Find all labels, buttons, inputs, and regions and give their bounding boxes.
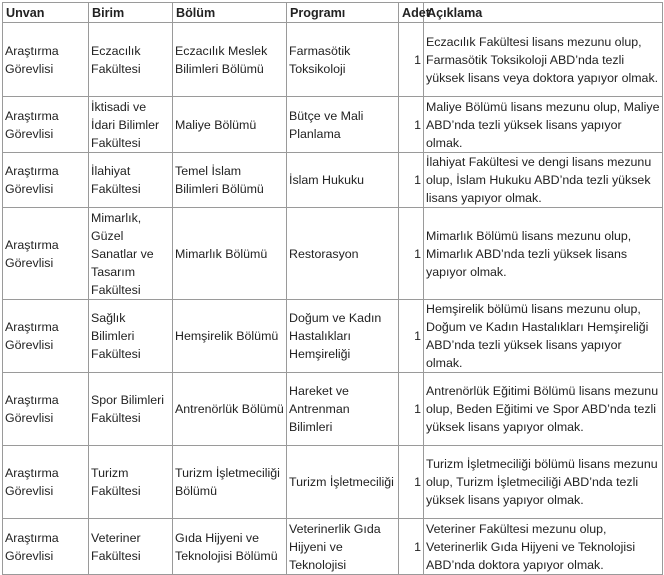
table-row xyxy=(3,208,663,300)
cell-aciklama: Antrenörlük Eğitimi Bölümü lisans mezunu olup, Beden Eğitimi ve Spor ABD’nda tezli yüksek lisans yapıyor olmak. xyxy=(424,373,663,446)
cell-adet: 1 xyxy=(399,97,424,153)
cell-unvan: Araştırma Görevlisi xyxy=(3,208,89,300)
cell-birim: Veteriner Fakültesi xyxy=(89,519,173,575)
cell-aciklama: Mimarlık Bölümü lisans mezunu olup, Mimarlık ABD’nda tezli yüksek lisans yapıyor olmak. xyxy=(424,208,663,300)
table-row xyxy=(3,153,663,208)
cell-program: Hareket ve Antrenman Bilimleri xyxy=(287,373,399,446)
table-header-row xyxy=(3,3,663,23)
header-adet: Adet xyxy=(399,3,424,23)
cell-aciklama: Veteriner Fakültesi mezunu olup, Veterinerlik Gıda Hijyeni ve Teknolojisi ABD’nda doktora yapıyor olmak. xyxy=(424,519,663,575)
cell-birim: Eczacılık Fakültesi xyxy=(89,23,173,97)
cell-aciklama: İlahiyat Fakültesi ve dengi lisans mezunu olup, İslam Hukuku ABD’nda tezli yüksek lisans yapıyor olmak. xyxy=(424,153,663,208)
cell-adet: 1 xyxy=(399,446,424,519)
cell-bolum: Turizm İşletmeciliği Bölümü xyxy=(173,446,287,519)
cell-program: Farmasötik Toksikoloji xyxy=(287,23,399,97)
cell-bolum: Gıda Hijyeni ve Teknolojisi Bölümü xyxy=(173,519,287,575)
cell-aciklama: Hemşirelik bölümü lisans mezunu olup, Doğum ve Kadın Hastalıkları Hemşireliği ABD’nda tezli yüksek lisans yapıyor olmak. xyxy=(424,300,663,373)
cell-bolum: Maliye Bölümü xyxy=(173,97,287,153)
cell-bolum: Temel İslam Bilimleri Bölümü xyxy=(173,153,287,208)
cell-program: Restorasyon xyxy=(287,208,399,300)
cell-unvan: Araştırma Görevlisi xyxy=(3,300,89,373)
table-row xyxy=(3,446,663,519)
table-row xyxy=(3,23,663,97)
cell-program: Veterinerlik Gıda Hijyeni ve Teknolojisi xyxy=(287,519,399,575)
cell-program: Turizm İşletmeciliği xyxy=(287,446,399,519)
cell-program: Doğum ve Kadın Hastalıkları Hemşireliği xyxy=(287,300,399,373)
table-row xyxy=(3,519,663,575)
header-programi: Programı xyxy=(287,3,399,23)
cell-aciklama: Eczacılık Fakültesi lisans mezunu olup, Farmasötik Toksikoloji ABD’nda tezli yüksek lisans veya doktora yapıyor olmak. xyxy=(424,23,663,97)
header-unvan: Unvan xyxy=(3,3,89,23)
cell-adet: 1 xyxy=(399,300,424,373)
cell-adet: 1 xyxy=(399,373,424,446)
cell-birim: Mimarlık, Güzel Sanatlar ve Tasarım Fakültesi xyxy=(89,208,173,300)
cell-unvan: Araştırma Görevlisi xyxy=(3,23,89,97)
cell-program: Bütçe ve Mali Planlama xyxy=(287,97,399,153)
cell-program: İslam Hukuku xyxy=(287,153,399,208)
cell-birim: Turizm Fakültesi xyxy=(89,446,173,519)
cell-birim: Sağlık Bilimleri Fakültesi xyxy=(89,300,173,373)
cell-unvan: Araştırma Görevlisi xyxy=(3,373,89,446)
cell-unvan: Araştırma Görevlisi xyxy=(3,446,89,519)
table-row xyxy=(3,97,663,153)
cell-bolum: Antrenörlük Bölümü xyxy=(173,373,287,446)
header-bolum: Bölüm xyxy=(173,3,287,23)
cell-aciklama: Maliye Bölümü lisans mezunu olup, Maliye ABD’nda tezli yüksek lisans yapıyor olmak. xyxy=(424,97,663,153)
cell-unvan: Araştırma Görevlisi xyxy=(3,153,89,208)
cell-bolum: Hemşirelik Bölümü xyxy=(173,300,287,373)
header-birim: Birim xyxy=(89,3,173,23)
cell-aciklama: Turizm İşletmeciliği bölümü lisans mezunu olup, Turizm İşletmeciliği ABD’nda tezli yüksek lisans yapıyor olmak. xyxy=(424,446,663,519)
cell-birim: İlahiyat Fakültesi xyxy=(89,153,173,208)
cell-adet: 1 xyxy=(399,208,424,300)
table-row xyxy=(3,300,663,373)
cell-adet: 1 xyxy=(399,519,424,575)
table-row xyxy=(3,373,663,446)
positions-table xyxy=(2,2,663,575)
cell-unvan: Araştırma Görevlisi xyxy=(3,97,89,153)
cell-bolum: Eczacılık Meslek Bilimleri Bölümü xyxy=(173,23,287,97)
cell-birim: Spor Bilimleri Fakültesi xyxy=(89,373,173,446)
header-aciklama: Açıklama xyxy=(424,3,663,23)
cell-bolum: Mimarlık Bölümü xyxy=(173,208,287,300)
cell-adet: 1 xyxy=(399,153,424,208)
cell-birim: İktisadi ve İdari Bilimler Fakültesi xyxy=(89,97,173,153)
cell-unvan: Araştırma Görevlisi xyxy=(3,519,89,575)
cell-adet: 1 xyxy=(399,23,424,97)
